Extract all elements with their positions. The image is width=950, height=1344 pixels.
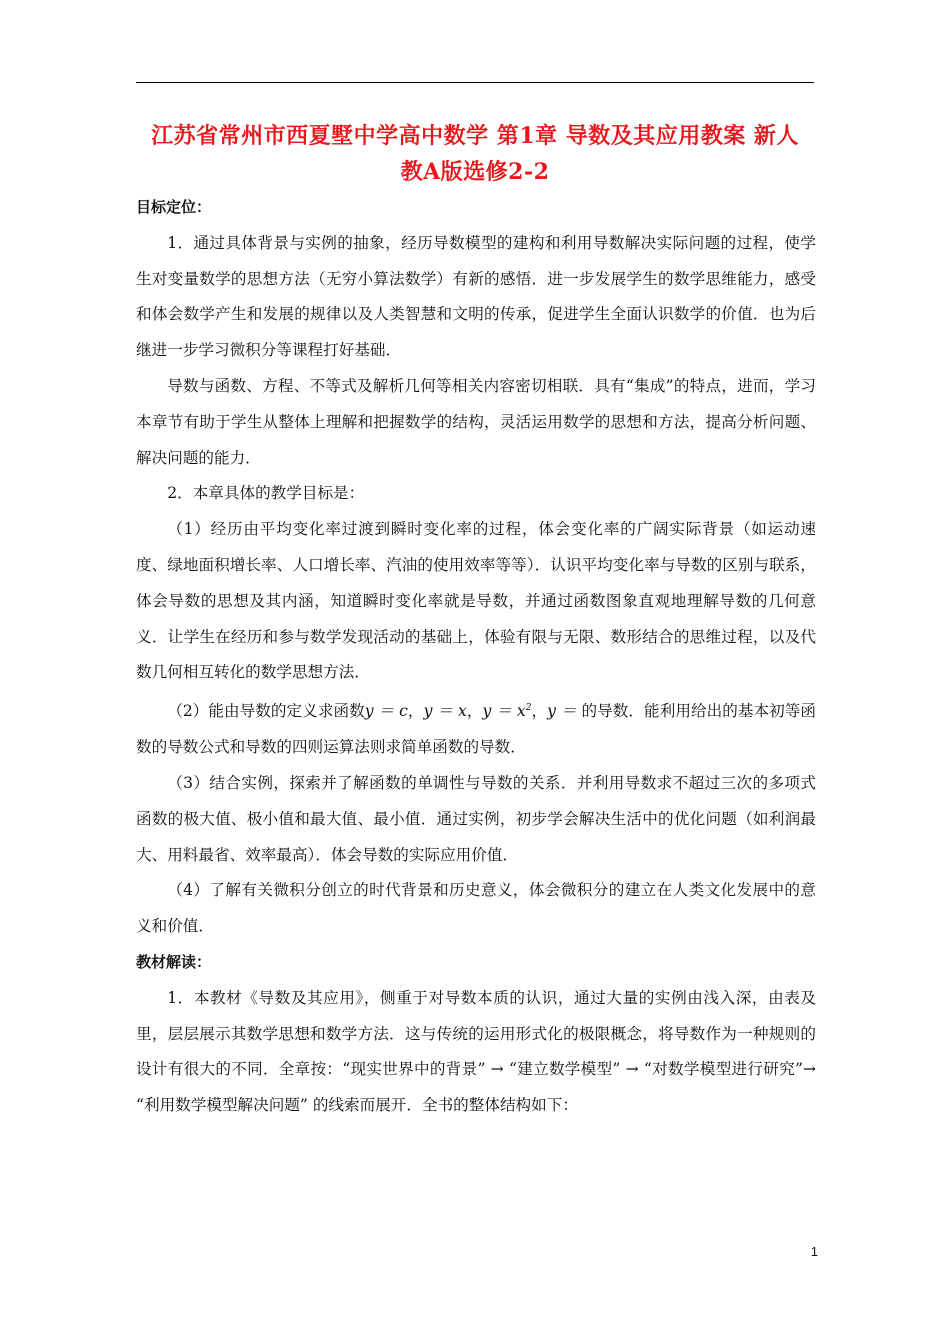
document-title xyxy=(136,118,814,190)
page-number: 1 xyxy=(810,1244,818,1259)
paragraph-goal-connection: 导数与函数、方程、不等式及解析几何等相关内容密切相联．具有“集成”的特点，进而，学习本章节有助于学生从整体上理解和把握数学的结构，灵活运用数学的思想和方法，提高分析问题、解决问题的能力． xyxy=(136,376,816,467)
paragraph-objective-2: （2）能由导数的定义求函数y ＝ c，y ＝ x，$y = x^2$，y ＝ 的导数．能利用给出的基本初等函数的导数公式和导数的四则运算法则求简单函数的导数． xyxy=(136,702,816,757)
section-heading-textbook: 教材解读： xyxy=(136,952,212,971)
title-line-1: 江苏省常州市西夏墅中学高中数学 第1章 导数及其应用教案 新人 xyxy=(151,123,799,149)
header-rule xyxy=(136,82,814,83)
formula-reciprocal: y ＝ xyxy=(547,702,577,721)
formula-square: $y = x^2$ xyxy=(482,702,532,721)
paragraph-goal-1: 1．通过具体背景与实例的抽象，经历导数模型的建构和利用导数解决实际问题的过程，使学生对变量数学的思想方法（无穷小算法数学）有新的感悟．进一步发展学生的数学思维能力，感受和体会数学产生和发展的规律以及人类智慧和文明的传承，促进学生全面认识数学的价值．也为后继进一步学习微积分等课程打好基础． xyxy=(136,233,816,360)
objective-2-text-a: （2）能由导数的定义求函数 xyxy=(167,702,365,721)
paragraph-objective-1: （1）经历由平均变化率过渡到瞬时变化率的过程，体会变化率的广阔实际背景（如运动速度、绿地面积增长率、人口增长率、汽油的使用效率等等）．认识平均变化率与导数的区别与联系，体会导数的思想及其内涵，知道瞬时变化率就是导数，并通过函数图象直观地理解导数的几何意义．让学生在经历和参与数学发现活动的基础上，体验有限与无限、数形结合的思维过程，以及代数几何相互转化的数学思想方法． xyxy=(136,520,816,682)
paragraph-objective-4: （4）了解有关微积分创立的时代背景和历史意义，体会微积分的建立在人类文化发展中的意义和价值． xyxy=(136,881,816,936)
section-heading-goals: 目标定位： xyxy=(136,198,212,216)
paragraph-objective-3: （3）结合实例，探索并了解函数的单调性与导数的关系．并利用导数求不超过三次的多项式函数的极大值、极小值和最大值、最小值．通过实例，初步学会解决生活中的优化问题（如利润最大、用料最省、效率最高）．体会导数的实际应用价值． xyxy=(136,773,816,864)
objective-2-text-b: 的导数．能利用给出的基本初等函数的导数公式和导数的四则运算法则求简单函数的导数． xyxy=(136,702,816,757)
title-line-2: 教A版选修2-2 xyxy=(400,159,550,185)
document-body xyxy=(136,190,816,1124)
formula-linear: y ＝ x xyxy=(423,702,467,721)
paragraph-goal-2-intro: 2．本章具体的教学目标是： xyxy=(167,484,365,503)
formula-constant: y ＝ c xyxy=(364,702,408,721)
paragraph-textbook-1: 1．本教材《导数及其应用》，侧重于对导数本质的认识，通过大量的实例由浅入深，由表及里，层层展示其数学思想和数学方法．这与传统的运用形式化的极限概念，将导数作为一种规则的设计有很大的不同．全章按：“现实世界中的背景” → “建立数学模型” → “对数学模型进行研究”→ “利用数学模型解决问题” 的线索而展开．全书的整体结构如下： xyxy=(136,988,816,1115)
